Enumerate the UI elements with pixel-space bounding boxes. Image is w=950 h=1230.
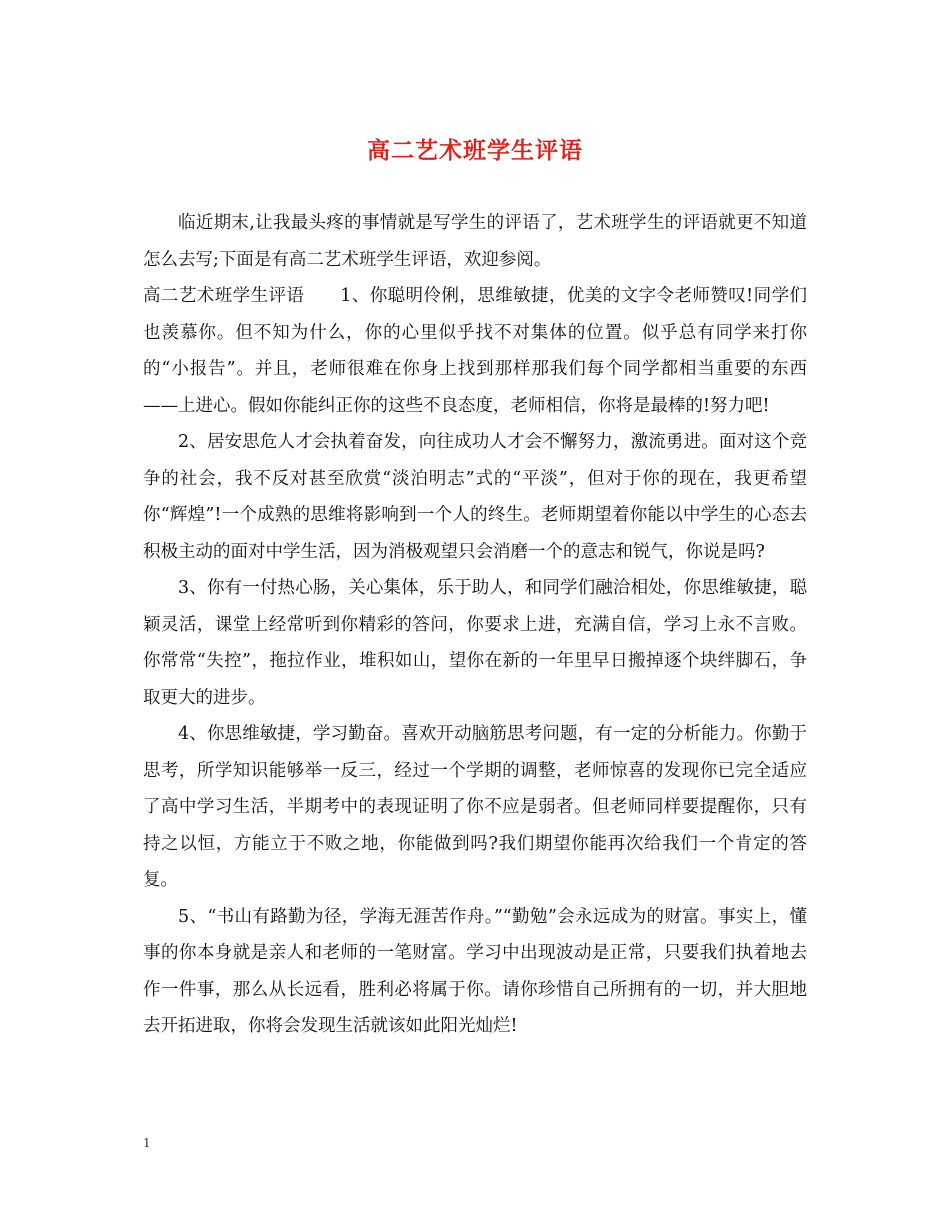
comment-paragraph-3: 3、你有一付热心肠，关心集体，乐于助人，和同学们融洽相处，你思维敏捷，聪颖灵活，课堂上经常听到你精彩的答问，你要求上进，充满自信，学习上永不言败。你常常“失控”，拖拉作业，堆积如山，望你在新的一年里早日搬掉逐个块绊脚石，争取更大的进步。 <box>143 578 807 708</box>
comment-paragraph-2: 2、居安思危人才会执着奋发，向往成功人才会不懈努力，激流勇进。面对这个竞争的社会，我不反对甚至欣赏“淡泊明志”式的“平淡”，但对于你的现在，我更希望你“辉煌”!一个成熟的思维将影响到一个人的终生。老师期望着你能以中学生的心态去积极主动的面对中学生活，因为消极观望只会消磨一个的意志和锐气，你说是吗? <box>143 432 807 562</box>
intro-paragraph: 临近期末,让我最头疼的事情就是写学生的评语了，艺术班学生的评语就更不知道怎么去写;下面是有高二艺术班学生评语，欢迎参阅。 <box>143 213 807 270</box>
page-number: 1 <box>143 1136 151 1150</box>
document-body <box>143 205 807 1045</box>
comment-paragraph-4: 4、你思维敏捷，学习勤奋。喜欢开动脑筋思考问题，有一定的分析能力。你勤于思考，所学知识能够举一反三，经过一个学期的调整，老师惊喜的发现你已完全适应了高中学习生活，半期考中的表现证明了你不应是弱者。但老师同样要提醒你，只有持之以恒，方能立于不败之地，你能做到吗?我们期望你能再次给我们一个肯定的答复。 <box>143 724 807 890</box>
comment-paragraph-1: 高二艺术班学生评语 1、你聪明伶俐，思维敏捷，优美的文字令老师赞叹!同学们也羡慕你。但不知为什么，你的心里似乎找不对集体的位置。似乎总有同学来打你的“小报告”。并且，老师很难在你身上找到那样那我们每个同学都相当重要的东西——上进心。假如你能纠正你的这些不良态度，老师相信，你将是最棒的!努力吧! <box>143 286 807 416</box>
comment-paragraph-5: 5、“书山有路勤为径，学海无涯苦作舟。”“勤勉”会永远成为的财富。事实上，懂事的你本身就是亲人和老师的一笔财富。学习中出现波动是正常，只要我们执着地去作一件事，那么从长远看，胜利必将属于你。请你珍惜自己所拥有的一切，并大胆地去开拓进取，你将会发现生活就该如此阳光灿烂! <box>143 906 807 1036</box>
page-title: 高二艺术班学生评语 <box>367 137 583 164</box>
